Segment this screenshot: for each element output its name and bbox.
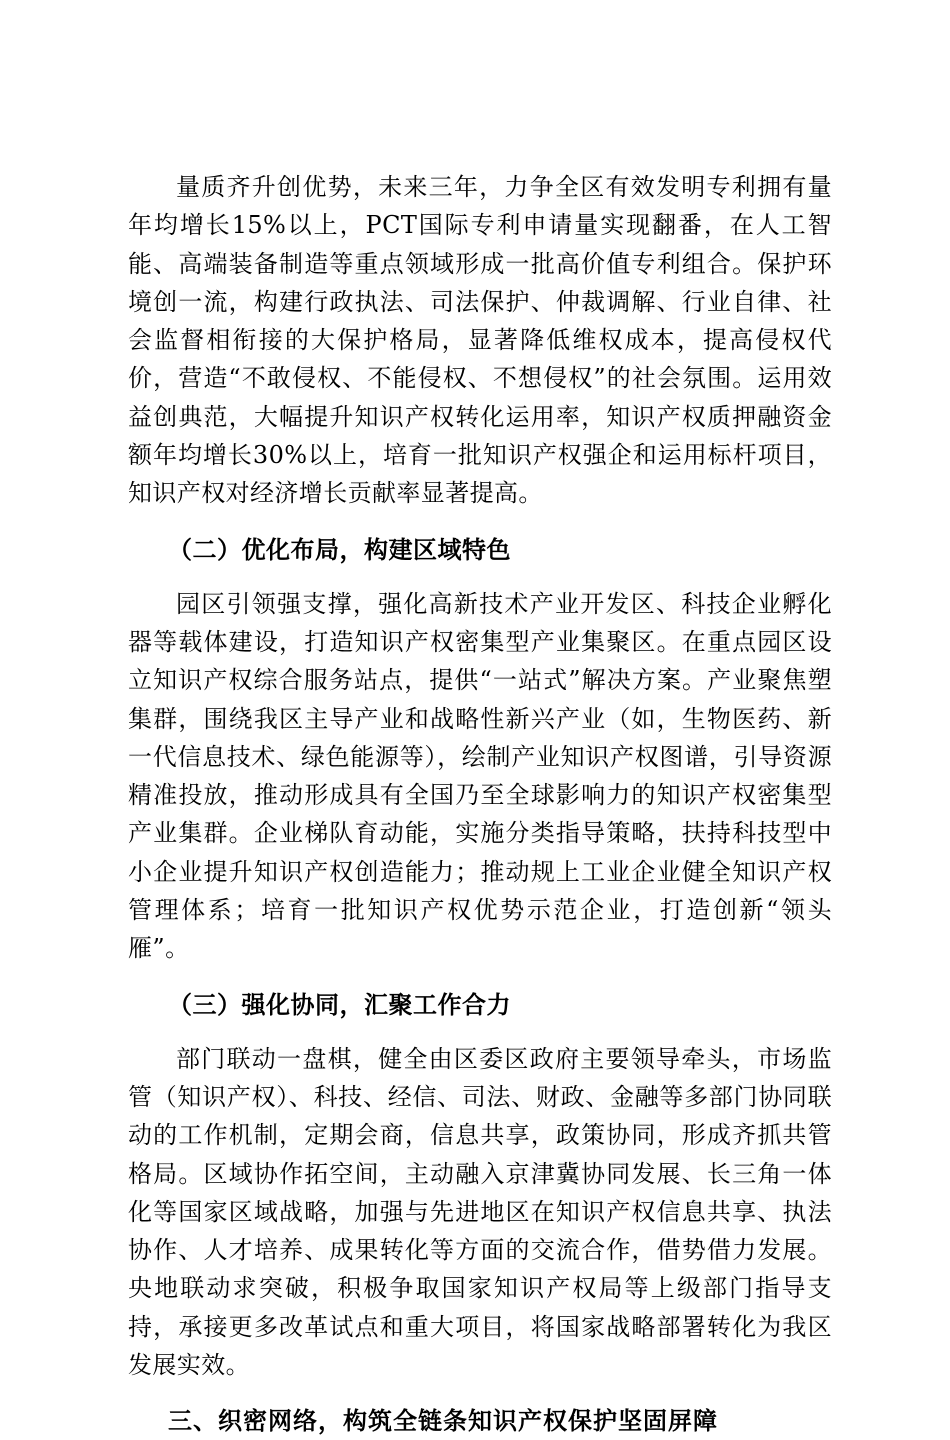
spacer [128, 569, 832, 585]
paragraph-regional-features: 园区引领强支撑，强化高新技术产业开发区、科技企业孵化器等载体建设，打造知识产权密集型产业集聚区。在重点园区设立知识产权综合服务站点，提供“一站式”解决方案。产业聚焦塑集群，围绕我区主导产业和战略性新兴产业（如，生物医药、新一代信息技术、绿色能源等），绘制产业知识产权图谱，引导资源精准投放，推动形成具有全国乃至全球影响力的知识产权密集型产业集群。企业梯队育动能，实施分类指导策略，扶持科技型中小企业提升知识产权创造能力；推动规上工业企业健全知识产权管理体系；培育一批知识产权优势示范企业，打造创新“领头雁”。 [128, 589, 832, 963]
subheading-strengthen-coordination: （三）强化协同，汇聚工作合力 [168, 989, 511, 1019]
spacer [128, 968, 832, 986]
section-heading-protection-network: 三、织密网络，构筑全链条知识产权保护坚固屏障 [168, 1406, 718, 1436]
spacer [128, 1384, 832, 1402]
paragraph-coordination: 部门联动一盘棋，健全由区委区政府主要领导牵头，市场监管（知识产权）、科技、经信、司法、财政、金融等多部门协同联动的工作机制，定期会商，信息共享，政策协同，形成齐抓共管格局。区域协作拓空间，主动融入京津冀协同发展、长三角一体化等国家区域战略，加强与先进地区在知识产权信息共享、执法协作、人才培养、成果转化等方面的交流合作，借势借力发展。央地联动求突破，积极争取国家知识产权局等上级部门指导支持，承接更多改革试点和重大项目，将国家战略部署转化为我区发展实效。 [128, 1044, 832, 1380]
spacer [128, 1024, 832, 1040]
paragraph-goals: 量质齐升创优势，未来三年，力争全区有效发明专利拥有量年均增长15%以上，PCT国际专利申请量实现翻番，在人工智能、高端装备制造等重点领域形成一批高价值专利组合。保护环境创一流，构建行政执法、司法保护、仲裁调解、行业自律、社会监督相衔接的大保护格局，显著降低维权成本，提高侵权代价，营造“不敢侵权、不能侵权、不想侵权”的社会氛围。运用效益创典范，大幅提升知识产权转化运用率，知识产权质押融资金额年均增长30%以上，培育一批知识产权强企和运用标杆项目，知识产权对经济增长贡献率显著提高。 [128, 173, 832, 508]
spacer [128, 513, 832, 531]
subheading-optimize-layout: （二）优化布局，构建区域特色 [168, 534, 511, 564]
document-page [128, 168, 832, 1440]
